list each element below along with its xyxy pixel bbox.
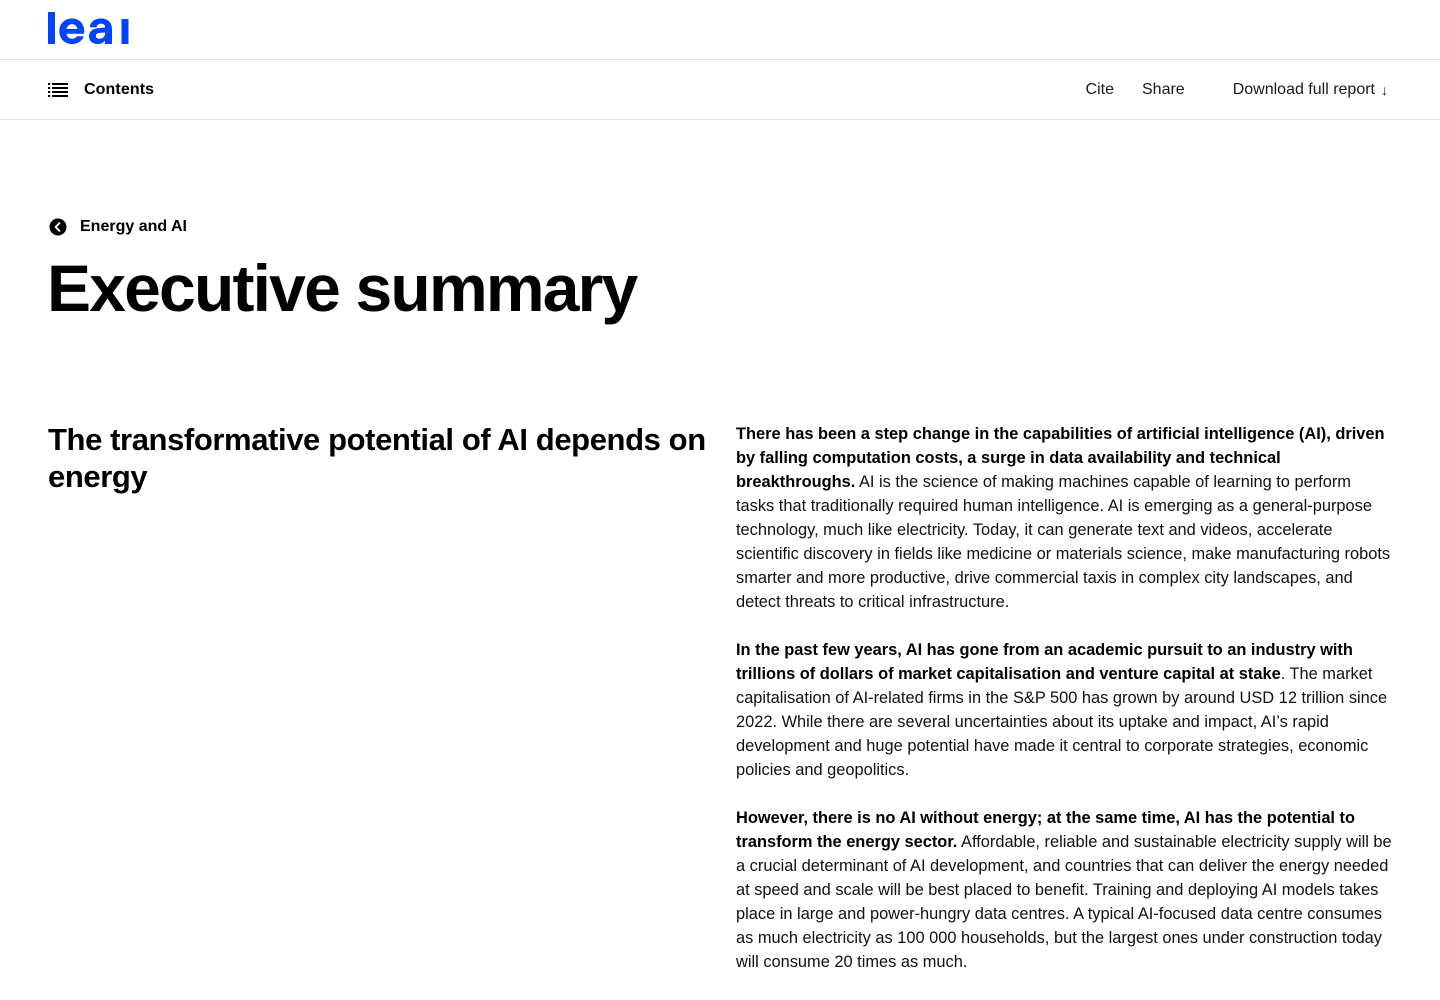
contents-label: Contents [84,81,155,98]
body-paragraph [736,638,1392,782]
chevron-left-circle-icon [49,218,67,236]
report-actions [1086,78,1388,102]
section-body [736,422,1392,998]
section-heading: The transformative potential of AI depends on energy [48,422,706,494]
body-paragraph [736,422,1392,614]
report-toolbar [0,60,1440,120]
list-icon [48,83,68,97]
cite-button[interactable]: Cite [1085,81,1114,98]
paragraph-lead: In the past few years, AI has gone from an academic pursuit to an industry with trillions of dollars of market capitalisation and venture capital at stake [736,641,1353,683]
paragraph-lead: There has been a step change in the capabilities of artificial intelligence (AI), driven by falling computation costs, a surge in data availability and technical breakthroughs. [736,425,1385,491]
download-label: Download full report [1232,81,1375,98]
breadcrumb[interactable] [49,218,187,236]
arrow-down-icon: ↓ [1381,82,1388,98]
page-title: Executive summary [47,251,637,325]
body-paragraph [736,806,1392,974]
iea-logo-icon [48,12,129,45]
breadcrumb-parent-link: Energy and AI [80,218,187,235]
site-header [0,0,1440,60]
paragraph-text: . The market capitalisation of AI-related firms in the S&P 500 has grown by around USD 12 trillion since 2022. While there are several uncertainties about its uptake and impact, AI’s rapid development and huge potential have made it central to corporate strategies, economic policies and geopolitics. [736,665,1388,779]
share-button[interactable]: Share [1142,81,1185,98]
paragraph-lead: However, there is no AI without energy; at the same time, AI has the potential to transform the energy sector. [736,809,1356,851]
download-report-button[interactable] [1233,81,1388,99]
contents-button[interactable] [48,78,154,102]
paragraph-text: Affordable, reliable and sustainable electricity supply will be a crucial determinant of AI development, and countries that can deliver the energy needed at speed and scale will be best placed to benefit. Training and deploying AI models takes place in large and power-hungry data centres. A typical AI-focused data centre consumes as much electricity as 100 000 households, but the largest ones under construction today will consume 20 times as much. [736,833,1392,971]
paragraph-text: AI is the science of making machines capable of learning to perform tasks that traditionally required human intelligence. AI is emerging as a general-purpose technology, much like electricity. Today, it can generate text and videos, accelerate scientific discovery in fields like medicine or materials science, make manufacturing robots smarter and more productive, drive commercial taxis in complex city landscapes, and detect threats to critical infrastructure. [736,473,1391,611]
iea-logo[interactable] [48,12,129,45]
